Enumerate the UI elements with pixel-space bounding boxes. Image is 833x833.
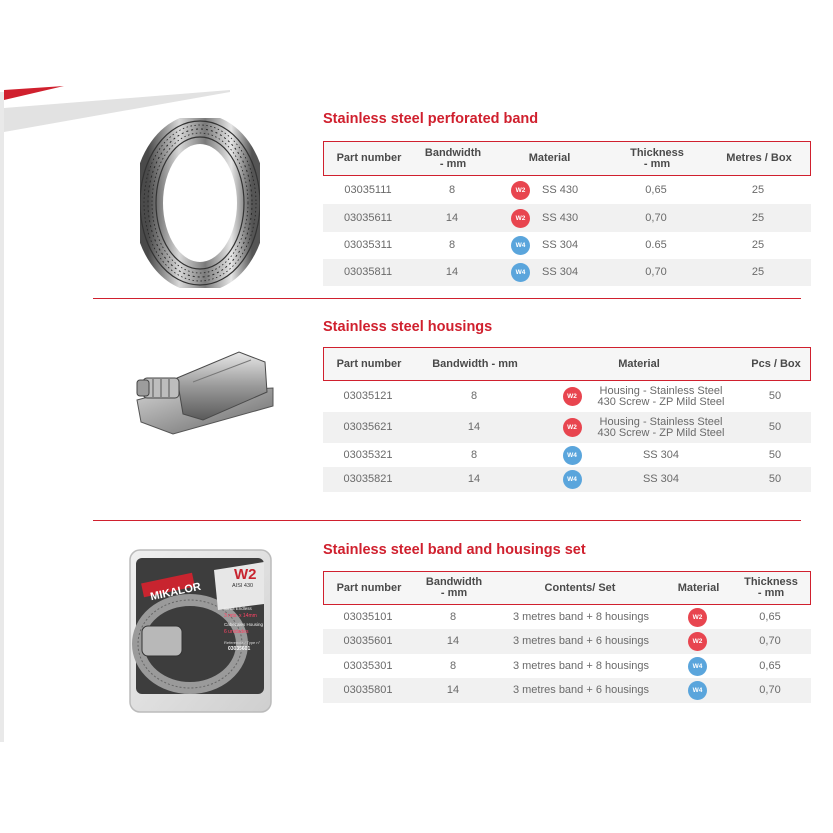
cell-contents: 3 metres band + 8 housings	[512, 659, 650, 672]
w4-badge-icon: W4	[688, 657, 707, 676]
material-line: 430 Screw - ZP Mild Steel	[597, 395, 725, 408]
package-band-line2: 3 mts. x 14mm	[224, 613, 257, 619]
col-header-material: Material	[528, 152, 571, 164]
cell-bandwidth: 8	[470, 448, 478, 461]
w4-badge-icon: W4	[511, 263, 530, 282]
package-housing-line2: 6 unidades	[224, 629, 249, 635]
perforated-band-table	[323, 141, 811, 287]
table-row	[323, 381, 811, 412]
package-model: W2	[234, 566, 257, 583]
cell-bandwidth: 8	[449, 659, 457, 672]
table-row	[323, 176, 811, 204]
cell-part-number: 03035301	[343, 659, 393, 672]
cell-material	[511, 176, 606, 204]
table-row	[323, 443, 811, 467]
col-header-pcs-box: Pcs / Box	[751, 357, 801, 370]
cell-pcs-box: 50	[768, 473, 782, 485]
w4-badge-icon: W4	[563, 446, 582, 465]
cell-material	[665, 629, 730, 654]
table-row	[323, 204, 811, 232]
cell-badge	[561, 467, 583, 492]
material-label: SS 304	[542, 266, 579, 278]
perforated-band-coil-photo	[140, 118, 260, 288]
band-housings-set-table	[323, 571, 811, 703]
col-header-material: Material	[618, 357, 660, 370]
section-divider	[93, 520, 801, 521]
w2-badge-icon: W2	[688, 608, 707, 627]
table-row	[323, 232, 811, 259]
package-housing-line1: Cabezales Housing	[224, 622, 264, 627]
table-row	[323, 629, 811, 654]
cell-part-number: 03035601	[343, 635, 393, 647]
cell-badge	[561, 381, 583, 412]
table-row	[323, 467, 811, 492]
cell-thickness: 0,65	[759, 610, 781, 623]
cell-metres-box: 25	[751, 183, 765, 196]
cell-contents: 3 metres band + 8 housings	[512, 610, 650, 623]
cell-bandwidth: 14	[446, 684, 460, 696]
col-header-part-number: Part number	[336, 152, 402, 164]
page-edge	[0, 92, 4, 742]
cell-part-number: 03035621	[343, 421, 393, 433]
cell-bandwidth: 14	[446, 635, 460, 647]
col-header-thickness: Thickness - mm	[744, 576, 798, 599]
package-band-line1: Cinta Endless	[224, 606, 252, 611]
cell-metres-box: 25	[751, 239, 765, 251]
cell-badge	[561, 443, 583, 467]
material-label: SS 430	[542, 183, 579, 196]
cell-badge	[561, 412, 583, 443]
cell-thickness: 0.65	[645, 239, 667, 251]
cell-bandwidth: 14	[467, 421, 481, 433]
section-title-perforated-band: Stainless steel perforated band	[323, 111, 539, 127]
cell-thickness: 0,70	[759, 635, 781, 647]
cell-material	[591, 412, 731, 443]
package-brand: MIKALOR	[149, 580, 203, 604]
cell-bandwidth: 8	[448, 183, 456, 196]
w2-badge-icon: W2	[511, 181, 530, 200]
cell-bandwidth: 8	[448, 239, 456, 251]
cell-pcs-box: 50	[768, 390, 782, 402]
cell-part-number: 03035821	[343, 473, 393, 485]
cell-material	[665, 654, 730, 678]
housings-table	[323, 347, 811, 492]
table-row	[323, 259, 811, 286]
cell-part-number: 03035111	[344, 183, 392, 196]
w2-badge-icon: W2	[688, 632, 707, 651]
cell-thickness: 0,65	[759, 659, 781, 672]
cell-material: SS 304	[642, 448, 680, 461]
cell-bandwidth: 14	[467, 473, 481, 485]
w2-badge-icon: W2	[563, 387, 582, 406]
material-line: 430 Screw - ZP Mild Steel	[597, 426, 725, 439]
table-header	[323, 347, 811, 381]
table-row	[323, 605, 811, 629]
material-label: SS 430	[542, 211, 579, 224]
cell-part-number: 03035611	[343, 211, 393, 224]
cell-bandwidth: 14	[445, 266, 459, 278]
table-row	[323, 412, 811, 443]
col-header-part-number: Part number	[336, 357, 402, 370]
cell-metres-box: 25	[751, 211, 765, 224]
cell-contents: 3 metres band + 6 housings	[512, 684, 650, 696]
w4-badge-icon: W4	[688, 681, 707, 700]
material-label: SS 304	[542, 239, 579, 251]
cell-thickness: 0,70	[645, 266, 667, 278]
cell-pcs-box: 50	[768, 421, 782, 433]
section-title-housings: Stainless steel housings	[323, 319, 493, 335]
table-row	[323, 678, 811, 703]
cell-part-number: 03035311	[343, 239, 393, 251]
cell-thickness: 0,65	[645, 183, 667, 196]
w2-badge-icon: W2	[563, 418, 582, 437]
col-header-contents: Contents/ Set	[544, 581, 616, 594]
col-header-part-number: Part number	[336, 581, 402, 594]
col-header-bandwidth: Bandwidth - mm	[432, 357, 518, 370]
cell-part-number: 03035101	[343, 610, 393, 623]
package-ref-label: Referencia / Type n°	[224, 640, 261, 645]
cell-part-number: 03035801	[343, 684, 393, 696]
cell-material: SS 304	[642, 473, 680, 485]
col-header-bandwidth: Bandwidth - mm	[425, 576, 483, 599]
col-header-material: Material	[677, 581, 720, 594]
cell-pcs-box: 50	[768, 448, 782, 461]
table-row	[323, 654, 811, 678]
cell-contents: 3 metres band + 6 housings	[512, 635, 650, 647]
cell-thickness: 0,70	[759, 684, 781, 696]
section-title-band-housings-set: Stainless steel band and housings set	[323, 542, 586, 558]
cell-part-number: 03035121	[343, 390, 393, 402]
mikalor-blister-pack-photo	[128, 548, 273, 714]
col-header-thickness: Thickness - mm	[630, 146, 684, 170]
col-header-metres-box: Metres / Box	[726, 152, 792, 164]
cell-material	[665, 678, 730, 703]
cell-metres-box: 25	[751, 266, 765, 278]
table-header	[323, 571, 811, 605]
material-line: Housing - Stainless Steel	[599, 384, 723, 397]
cell-bandwidth: 8	[470, 390, 478, 402]
col-header-bandwidth: Bandwidth - mm	[424, 146, 482, 170]
w4-badge-icon: W4	[563, 470, 582, 489]
section-divider	[93, 298, 801, 299]
w2-badge-icon: W2	[511, 209, 530, 228]
housing-clamp-photo	[133, 348, 278, 438]
cell-material	[511, 259, 606, 286]
cell-part-number: 03035811	[343, 266, 393, 278]
cell-material	[511, 204, 606, 232]
cell-material	[511, 232, 606, 259]
package-ref-code: 03035601	[228, 646, 251, 652]
w4-badge-icon: W4	[511, 236, 530, 255]
cell-material	[665, 605, 730, 629]
cell-material	[591, 381, 731, 412]
cell-bandwidth: 14	[445, 211, 459, 224]
cell-bandwidth: 8	[449, 610, 457, 623]
table-header	[323, 141, 811, 176]
package-alloy: AISI 430	[232, 583, 254, 589]
material-line: Housing - Stainless Steel	[599, 415, 723, 428]
cell-thickness: 0,70	[645, 211, 667, 224]
cell-part-number: 03035321	[343, 448, 393, 461]
